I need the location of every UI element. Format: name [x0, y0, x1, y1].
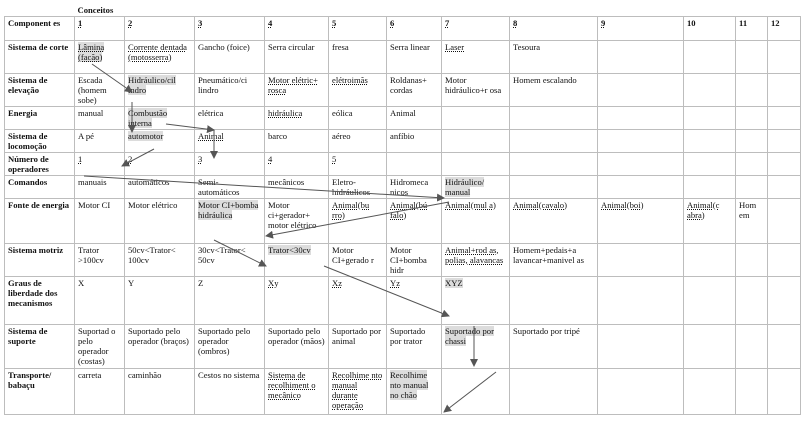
cell-text: Motor CI: [78, 200, 111, 210]
table-cell: [684, 107, 736, 130]
table-cell: [387, 74, 442, 107]
table-cell: [265, 244, 329, 277]
table-cell: [736, 107, 768, 130]
table-cell: [768, 325, 801, 369]
table-cell: [510, 41, 598, 74]
table-cell: [387, 41, 442, 74]
cell-text: Animal(boi): [601, 200, 644, 210]
cell-text: Suportado pelo operador (mãos): [268, 326, 325, 346]
table-cell: [265, 176, 329, 199]
cell-text: Hidráulico/ manual: [445, 177, 485, 197]
table-cell: [125, 74, 195, 107]
cell-text: caminhão: [128, 370, 162, 380]
table-cell: [329, 153, 387, 176]
cell-text: Motor CI+bomba hidr: [390, 245, 427, 275]
table-cell: [768, 176, 801, 199]
cell-text: Gancho (foice): [198, 42, 250, 52]
table-cell: [768, 153, 801, 176]
table-cell: [736, 325, 768, 369]
cell-text: Animal(mul a): [445, 200, 496, 210]
table-cell: [265, 74, 329, 107]
table-cell: [736, 130, 768, 153]
table-cell: [736, 153, 768, 176]
table-row: [5, 199, 801, 244]
cell-text: Y: [128, 278, 135, 288]
table-cell: [195, 107, 265, 130]
table-cell: [265, 199, 329, 244]
table-cell: [75, 176, 125, 199]
table-cell: [768, 74, 801, 107]
table-cell: [75, 74, 125, 107]
cell-text: anfíbio: [390, 131, 415, 141]
cell-text: Corrente dentada (motosserra): [128, 42, 187, 62]
table-cell: [75, 244, 125, 277]
table-cell: [387, 369, 442, 415]
table-cell: [75, 369, 125, 415]
table-cell: [736, 199, 768, 244]
concept-matrix: [4, 4, 800, 434]
cell-text: Homem escalando: [513, 75, 577, 85]
col-header: 2: [125, 17, 195, 41]
cell-text: carreta: [78, 370, 102, 380]
table-cell: [125, 176, 195, 199]
cell-text: Hidráulico/cil indro: [128, 75, 176, 95]
table-cell: [195, 41, 265, 74]
table-cell: [442, 107, 510, 130]
table-cell: [768, 277, 801, 325]
cell-text: Lâmina (facão): [78, 42, 105, 62]
cell-text: Suportad o pelo operador (costas): [78, 326, 116, 366]
col-header: 7: [442, 17, 510, 41]
table-cell: [75, 325, 125, 369]
cell-text: mecânicos: [268, 177, 305, 187]
cell-text: Trator >100cv: [78, 245, 104, 265]
table-cell: [125, 107, 195, 130]
table-cell: [598, 244, 684, 277]
table-cell: [736, 244, 768, 277]
table-cell: [442, 199, 510, 244]
col-header: 11: [736, 17, 768, 41]
table-cell: [387, 153, 442, 176]
table-cell: [195, 74, 265, 107]
cell-text: Hidromeca nicos: [390, 177, 429, 197]
cell-text: Animal+rod as, polias, alavancas: [445, 245, 504, 265]
table-cell: [684, 244, 736, 277]
cell-text: manuais: [78, 177, 107, 187]
table-cell: [598, 325, 684, 369]
table-cell: [442, 130, 510, 153]
cell-text: 4: [268, 154, 273, 164]
col-header: 5: [329, 17, 387, 41]
cell-text: Suportado por trator: [390, 326, 426, 346]
table-cell: [195, 369, 265, 415]
table-cell: [598, 130, 684, 153]
table-cell: [387, 130, 442, 153]
table-cell: [75, 153, 125, 176]
table-cell: [329, 176, 387, 199]
table-cell: [598, 153, 684, 176]
cell-text: Animal(c abra): [687, 200, 720, 220]
table-cell: [684, 277, 736, 325]
table-cell: [265, 369, 329, 415]
cell-text: Tesoura: [513, 42, 541, 52]
cell-text: Cestos no sistema: [198, 370, 260, 380]
cell-text: Escada (homem sobe): [78, 75, 107, 105]
col-header: 8: [510, 17, 598, 41]
table-cell: [768, 130, 801, 153]
table-cell: [265, 325, 329, 369]
table-cell: [442, 325, 510, 369]
table-cell: [510, 199, 598, 244]
table-cell: [329, 277, 387, 325]
row-header: Fonte de energia: [5, 199, 75, 244]
cell-text: A pé: [78, 131, 94, 141]
cell-text: Recolhime nto manual no chão: [390, 370, 429, 400]
table-cell: [125, 41, 195, 74]
row-header: Sistema de locomoção: [5, 130, 75, 153]
table-row: [5, 107, 801, 130]
cell-text: barco: [268, 131, 288, 141]
header-row: [5, 17, 801, 41]
table-cell: [387, 244, 442, 277]
table-row: [5, 369, 801, 415]
cell-text: Recolhime nto manual durante operação: [332, 370, 383, 410]
table-cell: [195, 244, 265, 277]
row-header: Graus de liberdade dos mecanismos: [5, 277, 75, 325]
table-row: [5, 176, 801, 199]
cell-text: Animal: [390, 108, 416, 118]
cell-text: Xy: [268, 278, 279, 288]
row-header: Número de operadores: [5, 153, 75, 176]
col-header: 1: [75, 17, 125, 41]
cell-text: eólica: [332, 108, 353, 118]
table-cell: [195, 199, 265, 244]
table-cell: [265, 41, 329, 74]
table-cell: [265, 130, 329, 153]
table-cell: [75, 107, 125, 130]
table-cell: [510, 369, 598, 415]
table-cell: [442, 244, 510, 277]
table-cell: [387, 277, 442, 325]
cell-text: 5: [332, 154, 337, 164]
row-header: Energia: [5, 107, 75, 130]
cell-text: elétrica: [198, 108, 224, 118]
table-cell: [510, 325, 598, 369]
table-cell: [442, 176, 510, 199]
table-cell: [768, 41, 801, 74]
table-cell: [768, 369, 801, 415]
table-cell: [195, 277, 265, 325]
table-cell: [125, 130, 195, 153]
cell-text: hidráulica: [268, 108, 303, 118]
cell-text: Hom em: [739, 200, 757, 220]
table-cell: [195, 153, 265, 176]
cell-text: Homem+pedais+a lavancar+manivel as: [513, 245, 584, 265]
table-cell: [768, 107, 801, 130]
table-cell: [736, 74, 768, 107]
table-cell: [442, 153, 510, 176]
table-cell: [598, 277, 684, 325]
table-cell: [75, 199, 125, 244]
table-cell: [125, 325, 195, 369]
col-header: 6: [387, 17, 442, 41]
row-header: Sistema de suporte: [5, 325, 75, 369]
table-cell: [329, 130, 387, 153]
row-header: Comandos: [5, 176, 75, 199]
cell-text: XYZ: [445, 278, 463, 288]
cell-text: Yz: [390, 278, 401, 288]
table-cell: [125, 369, 195, 415]
cell-text: fresa: [332, 42, 349, 52]
table-cell: [442, 277, 510, 325]
cell-text: 50cv<Trator< 100cv: [128, 245, 176, 265]
row-header: Sistema de elevação: [5, 74, 75, 107]
table-cell: [442, 74, 510, 107]
table-cell: [125, 199, 195, 244]
table-cell: [598, 176, 684, 199]
cell-text: Animal(bú falo): [390, 200, 428, 220]
table-cell: [684, 153, 736, 176]
table-cell: [442, 369, 510, 415]
col-header: 12: [768, 17, 801, 41]
cell-text: 1: [78, 154, 83, 164]
table-cell: [684, 199, 736, 244]
table-cell: [195, 176, 265, 199]
table-cell: [329, 369, 387, 415]
cell-text: X: [78, 278, 85, 288]
cell-text: Eletro- hidráulicos: [332, 177, 371, 197]
components-header: Component es: [5, 17, 75, 41]
table-cell: [75, 41, 125, 74]
cell-text: Xz: [332, 278, 343, 288]
table-row: [5, 325, 801, 369]
cell-text: Animal: [198, 131, 224, 141]
cell-text: Suportado pelo operador (braços): [128, 326, 189, 346]
row-header: Transporte/ babaçu: [5, 369, 75, 415]
col-header: 3: [195, 17, 265, 41]
table-cell: [598, 369, 684, 415]
cell-text: Sistema de recolhiment o mecânico: [268, 370, 316, 400]
table-cell: [387, 199, 442, 244]
table-cell: [598, 74, 684, 107]
col-header: 4: [265, 17, 329, 41]
cell-text: automáticos: [128, 177, 170, 187]
table-cell: [195, 130, 265, 153]
table-cell: [329, 199, 387, 244]
table-row: [5, 277, 801, 325]
row-header: Sistema de corte: [5, 41, 75, 74]
table-cell: [195, 325, 265, 369]
cell-text: Motor elétric+ rosca: [268, 75, 318, 95]
table-cell: [125, 277, 195, 325]
table-cell: [510, 130, 598, 153]
col-header: 10: [684, 17, 736, 41]
table-cell: [510, 176, 598, 199]
cell-text: 2: [128, 154, 133, 164]
cell-text: elétroimãs: [332, 75, 368, 85]
table-cell: [510, 277, 598, 325]
table-row: [5, 41, 801, 74]
cell-text: Motor ci+gerador+ motor elétrico: [268, 200, 317, 230]
table-row: [5, 244, 801, 277]
table-cell: [768, 199, 801, 244]
cell-text: Suportado por tripé: [513, 326, 580, 336]
cell-text: Suportado por animal: [332, 326, 381, 346]
col-header: 9: [598, 17, 684, 41]
cell-text: Trator<30cv: [268, 245, 311, 255]
table-cell: [684, 41, 736, 74]
cell-text: Animal(bu rro): [332, 200, 370, 220]
cell-text: Motor hidráulico+r osa: [445, 75, 502, 95]
table-cell: [598, 41, 684, 74]
row-header: Sistema motriz: [5, 244, 75, 277]
table-cell: [736, 41, 768, 74]
table-cell: [265, 153, 329, 176]
cell-text: Z: [198, 278, 204, 288]
table-cell: [387, 107, 442, 130]
cell-text: 30cv<Trator< 50cv: [198, 245, 246, 265]
table-cell: [684, 325, 736, 369]
table-row: [5, 130, 801, 153]
table-cell: [125, 244, 195, 277]
table-cell: [265, 107, 329, 130]
table-cell: [510, 244, 598, 277]
cell-text: Combustão interna: [128, 108, 168, 128]
cell-text: Motor elétrico: [128, 200, 178, 210]
conceitos-label: Conceitos: [77, 5, 114, 15]
cell-text: 3: [198, 154, 203, 164]
cell-text: Motor CI+bomba hidráulica: [198, 200, 259, 220]
table-cell: [736, 176, 768, 199]
cell-text: Suportado pelo operador (ombros): [198, 326, 251, 356]
cell-text: Suportado por chassi: [445, 326, 494, 346]
table-cell: [329, 325, 387, 369]
table-cell: [387, 176, 442, 199]
table-cell: [768, 244, 801, 277]
table-cell: [387, 325, 442, 369]
table-cell: [684, 176, 736, 199]
cell-text: Serra linear: [390, 42, 430, 52]
cell-text: Semi- automáticos: [198, 177, 240, 197]
table-cell: [510, 107, 598, 130]
table-cell: [329, 107, 387, 130]
table-cell: [75, 277, 125, 325]
table-cell: [329, 74, 387, 107]
cell-text: Roldanas+ cordas: [390, 75, 427, 95]
table-cell: [736, 369, 768, 415]
cell-text: Pneumático/ci lindro: [198, 75, 248, 95]
table-row: [5, 74, 801, 107]
morphological-table: [4, 4, 801, 415]
table-cell: [329, 41, 387, 74]
table-cell: [75, 130, 125, 153]
cell-text: Serra circular: [268, 42, 315, 52]
table-cell: [598, 107, 684, 130]
table-cell: [684, 130, 736, 153]
table-cell: [329, 244, 387, 277]
cell-text: aéreo: [332, 131, 351, 141]
cell-text: Animal(cavalo): [513, 200, 567, 210]
table-cell: [684, 74, 736, 107]
cell-text: Laser: [445, 42, 465, 52]
table-cell: [442, 41, 510, 74]
table-row: [5, 153, 801, 176]
table-cell: [598, 199, 684, 244]
cell-text: manual: [78, 108, 104, 118]
table-cell: [510, 153, 598, 176]
table-cell: [265, 277, 329, 325]
table-cell: [510, 74, 598, 107]
table-cell: [684, 369, 736, 415]
cell-text: automotor: [128, 131, 164, 141]
table-cell: [736, 277, 768, 325]
cell-text: Motor CI+gerado r: [332, 245, 374, 265]
table-cell: [125, 153, 195, 176]
